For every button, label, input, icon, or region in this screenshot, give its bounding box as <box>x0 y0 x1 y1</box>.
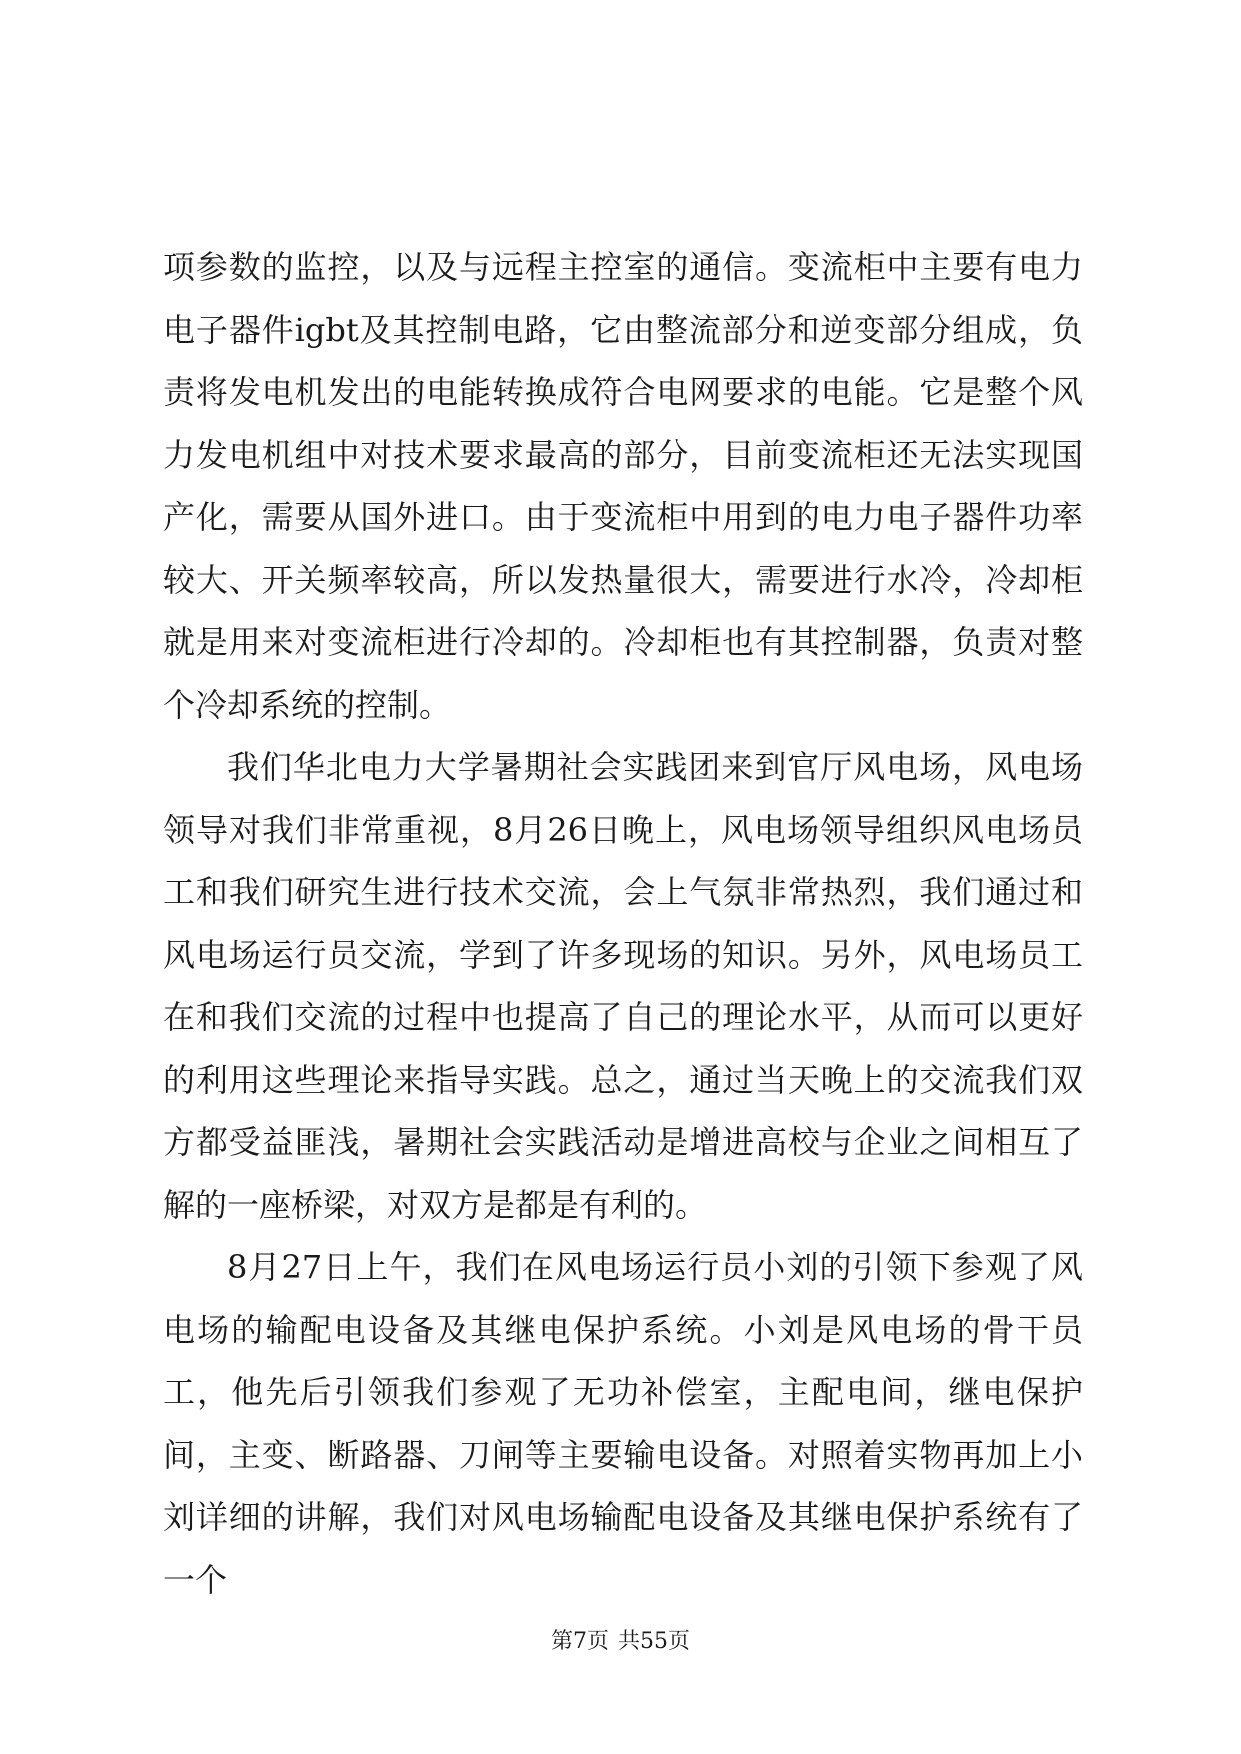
paragraph-2: 我们华北电力大学暑期社会实践团来到官厅风电场，风电场领导对我们非常重视，8月26日晚上，风电场领导组织风电场员工和我们研究生进行技术交流，会上气氛非常热烈，我们通过和风电场运行员交流，学到了许多现场的知识。另外，风电场员工在和我们交流的过程中也提高了自己的理论水平，从而可以更好的利用这些理论来指导实践。总之，通过当天晚上的交流我们双方都受益匪浅，暑期社会实践活动是增进高校与企业之间相互了解的一座桥梁，对双方是都是有利的。 <box>163 748 1083 1224</box>
paragraph-1: 项参数的监控，以及与远程主控室的通信。变流柜中主要有电力电子器件igbt及其控制电路，它由整流部分和逆变部分组成，负责将发电机发出的电能转换成符合电网要求的电能。它是整个风力发电机组中对技术要求最高的部分，目前变流柜还无法实现国产化，需要从国外进口。由于变流柜中用到的电力电子器件功率较大、开关频率较高，所以发热量很大，需要进行水冷，冷却柜就是用来对变流柜进行冷却的。冷却柜也有其控制器，负责对整个冷却系统的控制。 <box>163 248 1083 724</box>
page-number-footer: 第7页 共55页 <box>551 1629 690 1654</box>
paragraph-3: 8月27日上午，我们在风电场运行员小刘的引领下参观了风电场的输配电设备及其继电保护系统。小刘是风电场的骨干员工，他先后引领我们参观了无功补偿室，主配电间，继电保护间，主变、断路器、刀闸等主要输电设备。对照着实物再加上小刘详细的讲解，我们对风电场输配电设备及其继电保护系统有了一个 <box>163 1248 1083 1599</box>
document-body <box>163 236 1083 1611</box>
